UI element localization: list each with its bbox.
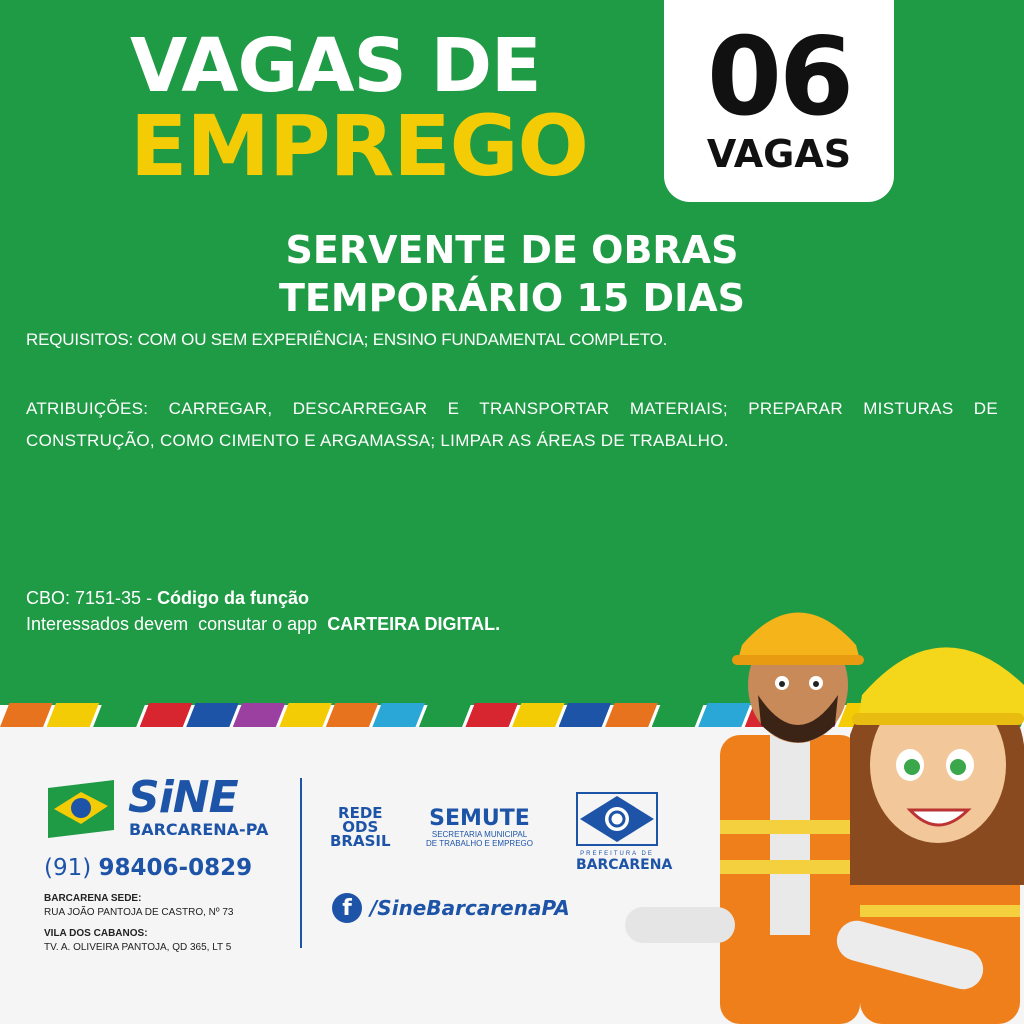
- facebook-icon: f: [332, 893, 362, 923]
- facebook-handle: /SineBarcarenaPA: [370, 896, 570, 920]
- title-line-2: EMPREGO: [130, 97, 588, 195]
- stripe-segment: [93, 703, 146, 727]
- job-title-line-2: TEMPORÁRIO 15 DIAS: [278, 276, 746, 320]
- vacancies-count: 06: [706, 15, 852, 140]
- app-name: CARTEIRA DIGITAL.: [327, 614, 501, 634]
- semute-title: SEMUTE: [429, 806, 530, 831]
- vila-title: VILA DOS CABANOS:: [44, 928, 148, 939]
- stripe-segment: [512, 703, 565, 727]
- prefeitura-line-2: BARCARENA: [576, 857, 673, 873]
- stripe-segment: [0, 703, 53, 727]
- sine-logo-icon: [48, 780, 114, 838]
- stripe-segment: [326, 703, 379, 727]
- rede-line-2: ODS: [342, 818, 379, 836]
- stripe-segment: [419, 703, 472, 727]
- requirements-text: REQUISITOS: COM OU SEM EXPERIÊNCIA; ENSINO FUNDAMENTAL COMPLETO.: [26, 330, 668, 349]
- rede-ods-logo: [330, 806, 391, 848]
- vacancies-label: VAGAS: [706, 132, 852, 176]
- sine-subtitle: BARCARENA-PA: [129, 820, 269, 839]
- rede-line-1: REDE: [338, 804, 383, 822]
- cbo-line: [26, 585, 500, 611]
- sede-title: BARCARENA SEDE:: [44, 893, 142, 904]
- duties-text: ATRIBUIÇÕES: CARREGAR, DESCARREGAR E TRANSPORTAR MATERIAIS; PREPARAR MISTURAS DE CONSTRUÇÃO, COMO CIMENTO E ARGAMASSA; LIMPAR AS ÁREAS DE TRABALHO.: [26, 399, 998, 450]
- stripe-segment: [279, 703, 332, 727]
- construction-workers-illustration: [620, 585, 1024, 1024]
- prefeitura-line-1: PREFEITURA DE: [580, 851, 654, 857]
- stripe-segment: [47, 703, 100, 727]
- stripe-segment: [186, 703, 239, 727]
- apply-line: [26, 611, 500, 637]
- vila-address: TV. A. OLIVEIRA PANTOJA, QD 365, LT 5: [44, 942, 232, 953]
- semute-sub-1: SECRETARIA MUNICIPAL: [431, 830, 528, 839]
- stripe-segment: [372, 703, 425, 727]
- phone-number: [44, 855, 252, 881]
- stripe-segment: [465, 703, 518, 727]
- stripe-segment: [233, 703, 286, 727]
- facebook-link[interactable]: [332, 893, 570, 923]
- cbo-block: [26, 585, 500, 637]
- phone-area: (91): [44, 855, 99, 881]
- phone-digits: 98406-0829: [98, 855, 253, 881]
- semute-logo: [426, 808, 533, 848]
- vacancies-badge: [664, 0, 894, 202]
- title-line-1: VAGAS DE: [130, 23, 541, 109]
- cbo-code: CBO: 7151-35 -: [26, 588, 158, 608]
- rede-line-3: BRASIL: [330, 832, 391, 850]
- page-title: [130, 23, 588, 195]
- sine-wordmark: SiNE: [128, 772, 238, 823]
- semute-sub-2: DE TRABALHO E EMPREGO: [426, 839, 533, 848]
- divider: [300, 778, 302, 948]
- job-title-line-1: SERVENTE DE OBRAS: [285, 228, 739, 272]
- cbo-label: Código da função: [157, 588, 310, 608]
- sede-address: RUA JOÃO PANTOJA DE CASTRO, Nº 73: [44, 907, 234, 918]
- stripe-segment: [140, 703, 193, 727]
- apply-text: Interessados devem consutar o app: [26, 614, 328, 634]
- stripe-segment: [559, 703, 612, 727]
